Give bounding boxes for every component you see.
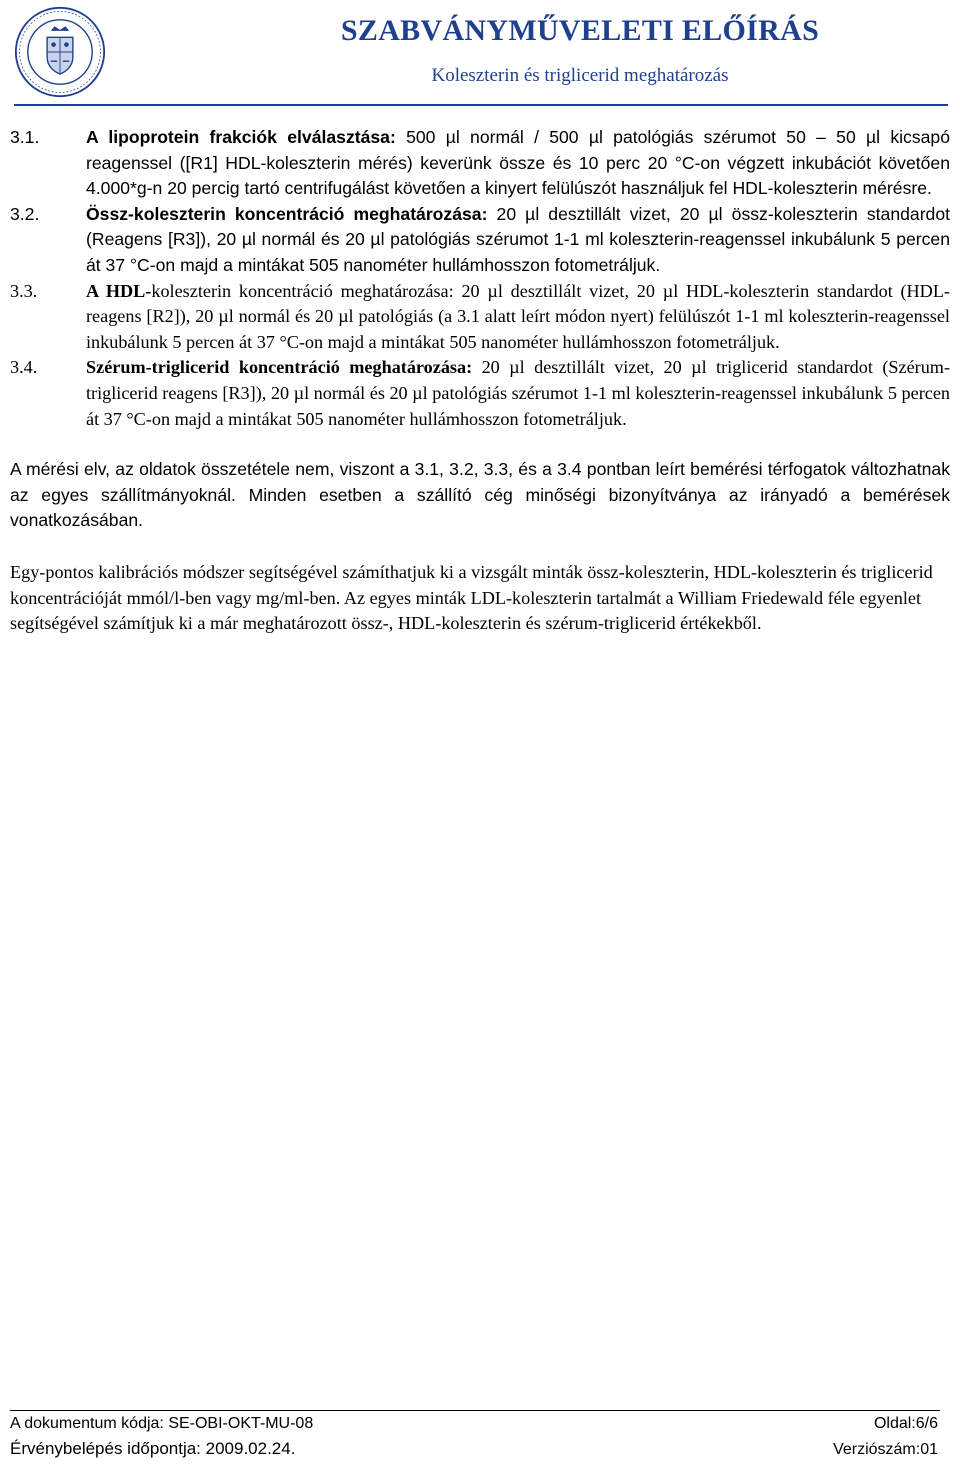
section-heading: Szérum-triglicerid koncentráció meghatározása:: [86, 357, 473, 378]
section-heading: A HDL-: [86, 280, 152, 301]
header-divider: [14, 104, 948, 106]
section-number: 3.1.: [10, 127, 40, 147]
footer-divider: [10, 1410, 940, 1411]
section-number: 3.3.: [10, 280, 38, 301]
section-body: 20 µl desztillált vizet, 20 µl triglicerid standardot (Szérum-triglicerid reagens [R3]), 20 µl normál és 20 µl patológiás szérumot 1-1 ml koleszterin-reagenssel inkubálunk 5 percen át 37 °C-on majd a mintákat 505 nanométer hullámhosszon fotometráljuk.: [86, 357, 950, 429]
section-heading: Össz-koleszterin koncentráció meghatározása:: [86, 203, 488, 224]
section-number: 3.4.: [10, 357, 38, 378]
section-text: [86, 125, 950, 202]
section-text: [86, 202, 950, 279]
measurement-principle-paragraph: A mérési elv, az oldatok összetétele nem, viszont a 3.1, 3.2, 3.3, és a 3.4 pontban leírt bemérési térfogatok változhatnak az egyes szállítmányoknál. Minden esetben a szállító cég minőségi bizonyítványa az irányadó a bemérések vonatkozásában.: [10, 459, 950, 531]
section-text: [86, 355, 950, 432]
section-3-4: [10, 355, 950, 432]
version-number: Verziószám:01: [833, 1441, 938, 1458]
document-code: A dokumentum kódja: SE-OBI-OKT-MU-08: [10, 1415, 314, 1432]
section-heading: A lipoprotein frakciók elválasztása:: [86, 127, 396, 147]
document-type-title: SZABVÁNYMŰVELETI ELŐÍRÁS: [340, 14, 820, 47]
page-header: [0, 0, 960, 106]
page-number: Oldal:6/6: [873, 1415, 938, 1432]
section-body: koleszterin koncentráció meghatározása: 20 µl desztillált vizet, 20 µl HDL-koleszterin standardot (HDL-reagens [R2]), 20 µl normál és 20 µl patológiás (a 3.1 alatt leírt módon nyert) felülúszót 1-1 ml koleszterin-reagenssel inkubálunk 5 percen át 37 °C-on majd a mintákat 505 nanométer hullámhosszon fotometráljuk.: [86, 280, 950, 352]
section-text: [86, 279, 950, 356]
section-body: 20 µl desztillált vizet, 20 µl össz-koleszterin standardot (Reagens [R3]), 20 µl normál és 20 µl patológiás szérumot 1-1 ml koleszterin-reagenssel inkubálunk 5 percen át 37 °C-on majd a mintákat 505 nanométer hullámhosszon fotometráljuk.: [86, 203, 951, 275]
document-body: [10, 125, 950, 637]
section-body: 500 µl normál / 500 µl patológiás szérumot 50 – 50 µl kicsapó reagenssel ([R1] HDL-koleszterin mérés) keverünk össze és 10 perc 20 °C-on végzett inkubációt követően 4.000*g-n 20 percig tartó centrifugálást követően a kinyert felülúszót használjuk fel HDL-koleszterin mérésre.: [86, 127, 950, 199]
section-number: 3.2.: [10, 203, 40, 224]
section-3-3: [10, 279, 950, 356]
effective-date: Érvénybelépés időpontja: 2009.02.24.: [10, 1439, 296, 1458]
section-3-1: [10, 125, 950, 202]
calibration-paragraph: Egy-pontos kalibrációs módszer segítségével számíthatjuk ki a vizsgált minták össz-koleszterin, HDL-koleszterin és triglicerid koncentrációját mmól/l-ben vagy mg/ml-ben. Az egyes minták LDL-koleszterin tartalmát a William Friedewald féle egyenlet segítségével számítjuk ki a már meghatározott össz-, HDL-koleszterin és szérum-triglicerid értékekből.: [10, 561, 933, 634]
section-3-2: [10, 202, 950, 279]
document-subtitle: Koleszterin és triglicerid meghatározás: [431, 65, 729, 86]
university-seal-logo: [14, 6, 106, 98]
